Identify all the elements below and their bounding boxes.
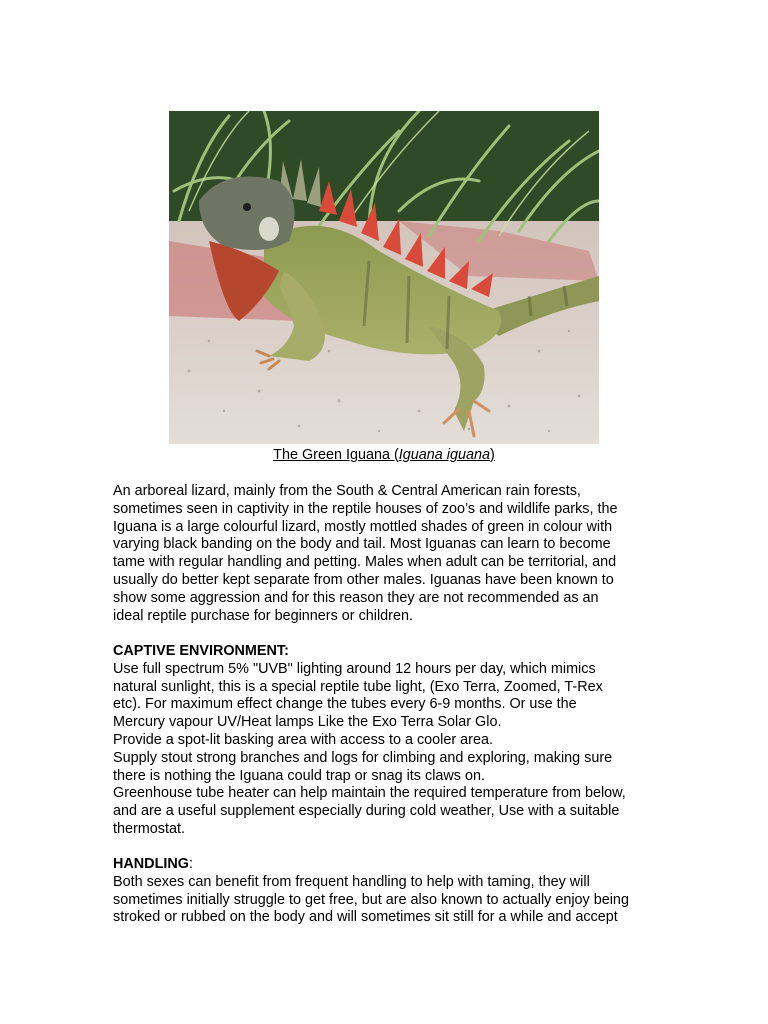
section-line: there is nothing the Iguana could trap or snag its claws on. xyxy=(113,767,485,784)
intro-line: Iguana is a large colourful lizard, mostly mottled shades of green in colour with xyxy=(113,518,613,535)
section-line: and are a useful supplement especially during cold weather, Use with a suitable xyxy=(113,803,620,820)
section-line: sometimes initially struggle to get free, but are also known to actually enjoy being xyxy=(113,891,629,908)
caption-species: Iguana iguana xyxy=(398,447,491,463)
section-line: Supply stout strong branches and logs for climbing and exploring, making sure xyxy=(113,749,613,766)
intro-line: usually do better kept separate from other males. Iguanas have been known to xyxy=(113,571,614,588)
intro-line: varying black banding on the body and tail. Most Iguanas can learn to become xyxy=(113,536,611,553)
section-line: stroked or rubbed on the body and will sometimes sit still for a while and accept xyxy=(113,909,618,926)
section-line: etc). For maximum effect change the tubes every 6-9 months. Or use the xyxy=(113,696,577,713)
section-line: Use full spectrum 5% "UVB" lighting around 12 hours per day, which mimics xyxy=(113,660,596,677)
iguana-photo xyxy=(169,111,599,444)
section-heading: CAPTIVE ENVIRONMENT: xyxy=(113,643,289,659)
caption-close: ) xyxy=(490,447,495,463)
handling-section xyxy=(113,856,668,927)
section-line: Provide a spot-lit basking area with access to a cooler area. xyxy=(113,731,493,748)
intro-line: An arboreal lizard, mainly from the South & Central American rain forests, xyxy=(113,483,581,499)
section-line: thermostat. xyxy=(113,820,185,837)
intro-line: sometimes seen in captivity in the reptile houses of zoo’s and wildlife parks, the xyxy=(113,500,618,517)
section-line: Greenhouse tube heater can help maintain the required temperature from below, xyxy=(113,785,626,802)
intro-paragraph xyxy=(113,483,668,625)
caption-text: The Green Iguana ( xyxy=(273,447,399,463)
heading-colon: : xyxy=(188,856,193,872)
section-line: Mercury vapour UV/Heat lamps Like the Exo Terra Solar Glo. xyxy=(113,714,502,731)
image-caption xyxy=(169,446,599,464)
heading-text: HANDLING xyxy=(113,856,189,872)
intro-line: tame with regular handling and petting. Males when adult can be territorial, and xyxy=(113,554,617,571)
intro-line: ideal reptile purchase for beginners or children. xyxy=(113,607,413,624)
intro-line: show some aggression and for this reason they are not recommended as an xyxy=(113,589,599,606)
section-heading xyxy=(113,856,668,874)
captive-environment-section xyxy=(113,643,668,839)
section-line: Both sexes can benefit from frequent handling to help with taming, they will xyxy=(113,873,590,890)
section-line: natural sunlight, this is a special reptile tube light, (Exo Terra, Zoomed, T-Rex xyxy=(113,678,603,695)
